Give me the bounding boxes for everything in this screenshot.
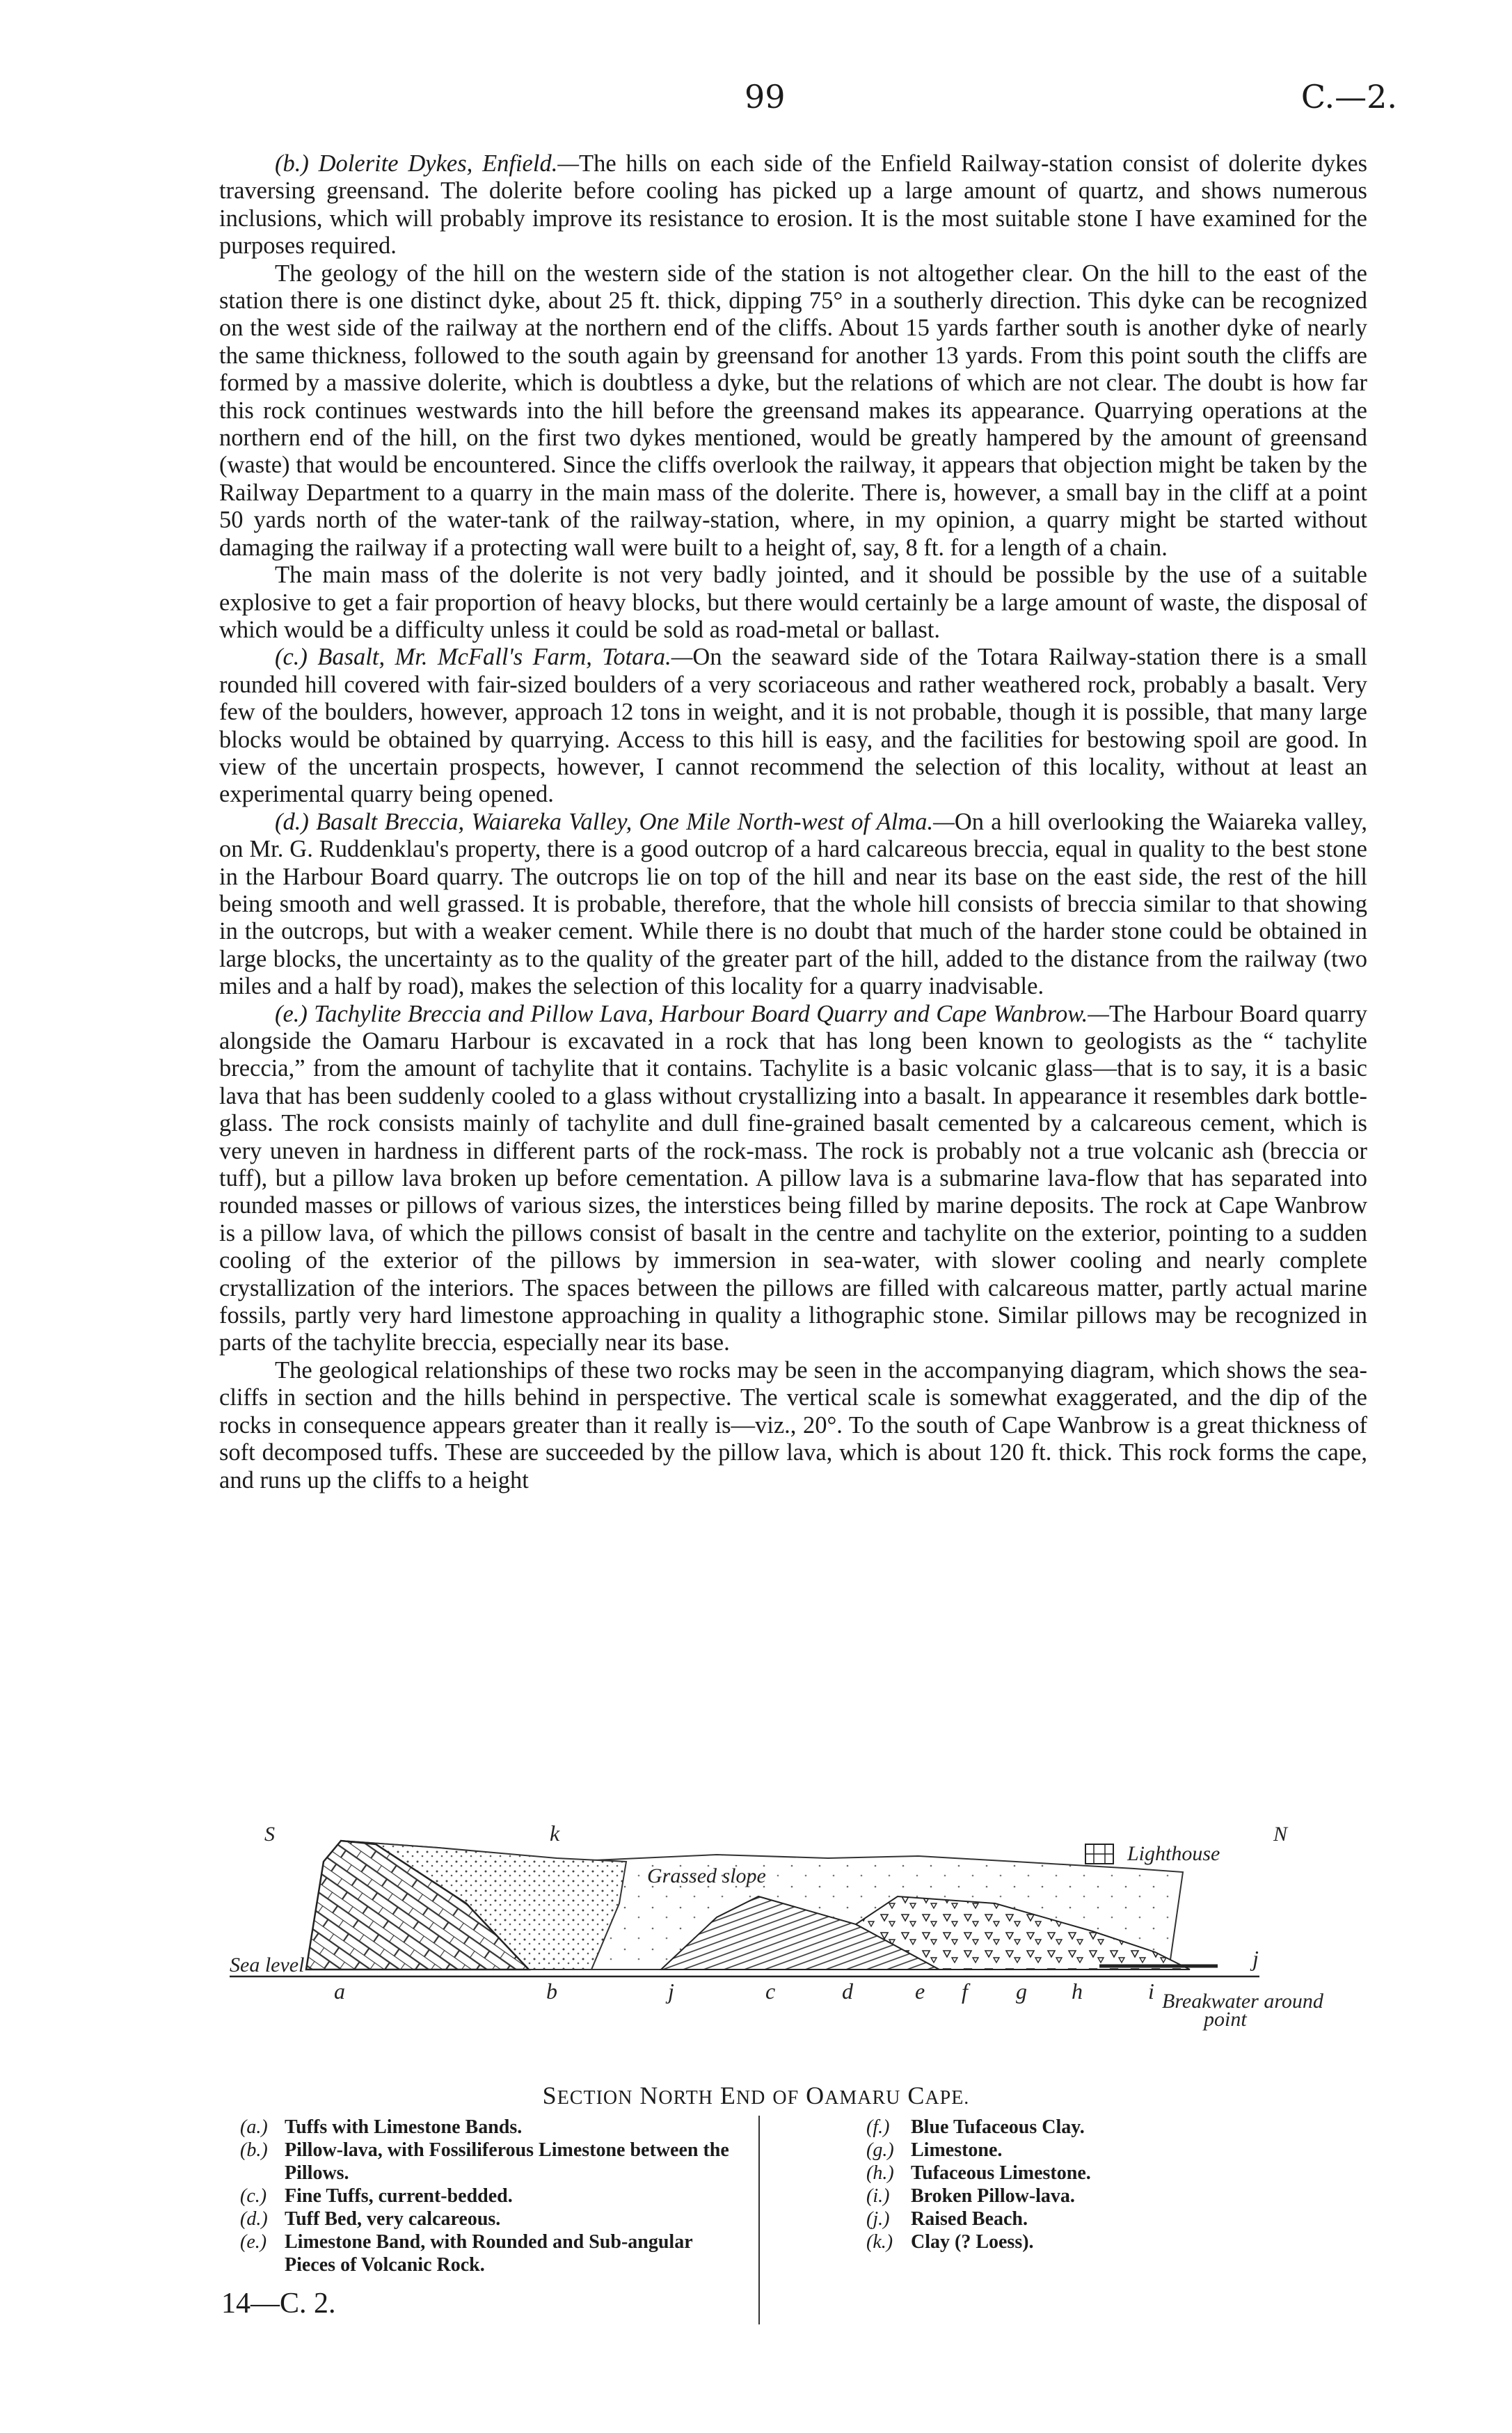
figure-caption (0, 2081, 1512, 2110)
breakwater-label: Breakwater around (1162, 1990, 1323, 2013)
legend-key: (j.) (866, 2208, 890, 2230)
paragraph-lead: (c.) Basalt, Mr. McFall's Farm, Totara.— (275, 644, 693, 671)
legend-key: (e.) (240, 2231, 267, 2253)
letter-b: b (546, 1979, 557, 2004)
letter-h: h (1072, 1979, 1083, 2004)
legend-right-column (866, 2116, 1145, 2253)
paragraph-lead: (e.) Tachylite Breccia and Pillow Lava, Harbour Board Quarry and Cape Wanbrow.— (275, 1000, 1109, 1027)
caption-initial: N (639, 2082, 659, 2109)
legend-item (240, 2208, 741, 2230)
legend-text: Tuffs with Limestone Bands. (285, 2116, 523, 2138)
legend-text: Raised Beach. (911, 2208, 1028, 2230)
signature-mark: 14—C. 2. (221, 2288, 336, 2320)
caption-initial: S (542, 2082, 557, 2109)
legend-key: (d.) (240, 2208, 268, 2230)
paragraph-text: The main mass of the dolerite is not very badly jointed, and it should be possible by the use of a suitable explosive to get a fair proportion of heavy blocks, but there would certainly be a large amount of waste, the disposal of which would be a difficulty unless it could be sold as road-metal or ballast. (219, 562, 1367, 643)
paragraph-text: The geological relationships of these two rocks may be seen in the accompanying diagram, which shows the sea-cliffs in section and the hills behind in perspective. The vertical scale is somewhat exaggerated, and the dip of the rocks in consequence appears greater than it really is—viz., 20°. To the south of Cape Wanbrow is a great thickness of soft decomposed tuffs. These are succeeded by the pillow lava, which is about 120 ft. thick. This rock forms the cape, and runs up the cliffs to a height (219, 1356, 1367, 1493)
legend-item (866, 2185, 1145, 2208)
legend-item (866, 2208, 1145, 2230)
letter-f: f (962, 1979, 968, 2004)
paragraph-enfield-geology (219, 260, 1367, 562)
legend-item (240, 2116, 741, 2139)
legend-text: Tuff Bed, very calcareous. (285, 2208, 501, 2230)
legend-item (240, 2139, 741, 2185)
legend-text: Limestone. (911, 2139, 1003, 2161)
caption-word: ORTH (658, 2087, 713, 2109)
legend-text: Blue Tufaceous Clay. (911, 2116, 1085, 2138)
letter-j-right: j (1252, 1946, 1259, 1971)
point-label: point (1204, 2008, 1247, 2031)
legend-key: (b.) (240, 2139, 268, 2161)
caption-initial: O (806, 2082, 825, 2109)
paragraph-waiareka (219, 809, 1367, 1001)
legend-key: (h.) (866, 2162, 894, 2184)
caption-word: OF (772, 2087, 799, 2109)
legend-key: (g.) (866, 2139, 894, 2161)
legend-text: Tufaceous Limestone. (911, 2162, 1091, 2184)
legend-key: (i.) (866, 2185, 890, 2207)
letter-a: a (334, 1979, 345, 2004)
paragraph-text: On the seaward side of the Totara Railway-station there is a small rounded hill covered with fair-sized boulders of a very scoriaceous and rather weathered rock, probably a basalt. Very few of the boulders, however, approach 12 tons in weight, and it is not probable, though it is possible, that many large blocks would be obtained by quarrying. Access to this hill is easy, and the facilities for bestowing spoil are good. In view of the uncertain prospects, however, I cannot recommend the selection of this locality, without at least an experimental quarry being opened. (219, 644, 1367, 808)
document-reference: C.—2. (1300, 78, 1397, 116)
legend-item (866, 2230, 1145, 2253)
lighthouse-label: Lighthouse (1127, 1842, 1220, 1865)
letter-j: j (668, 1979, 674, 2004)
legend-text: Limestone Band, with Rounded and Sub-angular Pieces of Volcanic Rock. (285, 2231, 693, 2276)
paragraph-enfield-jointing (219, 562, 1367, 644)
north-label: N (1273, 1823, 1288, 1846)
section-diagram (230, 1820, 1378, 2060)
body-text (219, 150, 1367, 1494)
letter-e: e (915, 1979, 925, 2004)
legend-left-column (240, 2116, 741, 2276)
legend-key: (f.) (866, 2116, 890, 2138)
geological-section-figure (230, 1820, 1378, 2060)
paragraph-text: The hills on each side of the Enfield Railway-station consist of dolerite dykes traversing greensand. The dolerite before cooling has picked up a large amount of quartz, and shows numerous inclusions, which will probably improve its resistance to erosion. It is the most suitable stone I have examined for the purposes required. (219, 150, 1368, 260)
legend-text: Fine Tuffs, current-bedded. (285, 2185, 513, 2207)
paragraph-relationships (219, 1357, 1367, 1494)
paragraph-tachylite (219, 1001, 1367, 1357)
caption-word: ECTION (557, 2087, 633, 2109)
caption-word: APE. (925, 2087, 970, 2109)
legend-item (240, 2230, 741, 2276)
paragraph-text: The Harbour Board quarry alongside the Oamaru Harbour is excavated in a rock that has long been known to geologists as the “ tachylite breccia,” from the amount of tachylite that it contains. Tachylite is a basic volcanic glass—that is to say, it is a basic lava that has been suddenly cooled to a glass without crystallizing into a basalt. In appearance it resembles dark bottle-glass. The rock consists mainly of tachylite and dull fine-grained basalt cemented by a calcareous cement, which is very uneven in hardness in different parts of the rock-mass. The rock is probably not a true volcanic ash (breccia or tuff), but a pillow lava broken up before cementation. A pillow lava is a submarine lava-flow that has separated into rounded masses or pillows of various sizes, the interstices being filled by marine deposits. The rock at Cape Wanbrow is a pillow lava, of which the pillows consist of basalt in the centre and tachylite on the exterior, pointing to a sudden cooling of the exterior of the pillows by immersion in sea-water, with slower cooling and nearly complete crystallization of the interiors. The spaces between the pillows are filled with calcareous matter, partly actual marine fossils, partly very hard limestone approaching in quality a lithographic stone. Similar pillows may be recognized in parts of the tachylite breccia, especially near its base. (219, 1000, 1367, 1356)
paragraph-lead: (d.) Basalt Breccia, Waiareka Valley, One Mile North-west of Alma.— (275, 808, 955, 835)
legend-divider (758, 2116, 760, 2324)
sea-level-label: Sea level (230, 1953, 305, 1976)
south-label: S (264, 1823, 275, 1846)
legend-item (866, 2116, 1145, 2139)
legend-item (240, 2185, 741, 2208)
legend-item (866, 2139, 1145, 2162)
paragraph-lead: (b.) Dolerite Dykes, Enfield.— (275, 150, 580, 177)
caption-word: AMARU (825, 2087, 901, 2109)
legend-key: (c.) (240, 2185, 267, 2207)
letter-c: c (765, 1979, 776, 2004)
legend-text: Broken Pillow-lava. (911, 2185, 1075, 2207)
letter-g: g (1016, 1979, 1027, 2004)
paragraph-text: The geology of the hill on the western side of the station is not altogether clear. On the hill to the east of the station there is one distinct dyke, about 25 ft. thick, dipping 75° in a southerly direction. This dyke can be recognized on the west side of the railway at the northern end of the cliffs. About 15 yards farther south is another dyke of nearly the same thickness, followed to the south again by greensand for another 13 yards. From this point south the cliffs are formed by a massive dolerite, which is doubtless a dyke, but the relations of which are not clear. The doubt is how far this rock continues westwards into the hill before the greensand makes its appearance. Quarrying operations at the northern end of the hill, on the first two dykes mentioned, would be greatly hampered by the amount of greensand (waste) that would be encountered. Since the cliffs overlook the railway, it appears that objection might be taken by the Railway Department to a quarry in the main mass of the dolerite. There is, however, a small bay in the cliff at a point 50 yards north of the water-tank of the railway-station, where, in my opinion, a quarry might be started without damaging the railway if a protecting wall were built to a height of, say, 8 ft. for a length of a chain. (219, 260, 1367, 561)
caption-initial: C (907, 2082, 925, 2109)
paragraph-totara (219, 644, 1367, 808)
letter-d: d (842, 1979, 853, 2004)
page-number: 99 (745, 78, 786, 116)
page-header (0, 78, 1512, 127)
letter-i: i (1148, 1979, 1154, 2004)
letter-k: k (550, 1821, 560, 1846)
grassed-slope-label: Grassed slope (647, 1864, 766, 1887)
legend-text: Clay (? Loess). (911, 2231, 1034, 2253)
paragraph-enfield (219, 150, 1367, 260)
caption-word: ND (735, 2087, 766, 2109)
paragraph-text: On a hill overlooking the Waiareka valley, on Mr. G. Ruddenklau's property, there is a good outcrop of a hard calcareous breccia, equal in quality to the best stone in the Harbour Board quarry. The outcrops lie on top of the hill and near its base on the east side, the rest of the hill being smooth and well grassed. It is probable, therefore, that the whole hill consists of breccia similar to that showing in the outcrops, but with a weaker cement. While there is no doubt that much of the harder stone could be obtained in large blocks, the uncertainty as to the quality of the greater part of the hill, added to the distance from the railway (two miles and a half by road), makes the selection of this locality for a quarry inadvisable. (219, 808, 1367, 1000)
legend-key: (k.) (866, 2231, 893, 2253)
legend-key: (a.) (240, 2116, 268, 2138)
legend-text: Pillow-lava, with Fossiliferous Limestone between the Pillows. (285, 2139, 729, 2184)
caption-initial: E (719, 2082, 736, 2109)
legend-item (866, 2162, 1145, 2185)
